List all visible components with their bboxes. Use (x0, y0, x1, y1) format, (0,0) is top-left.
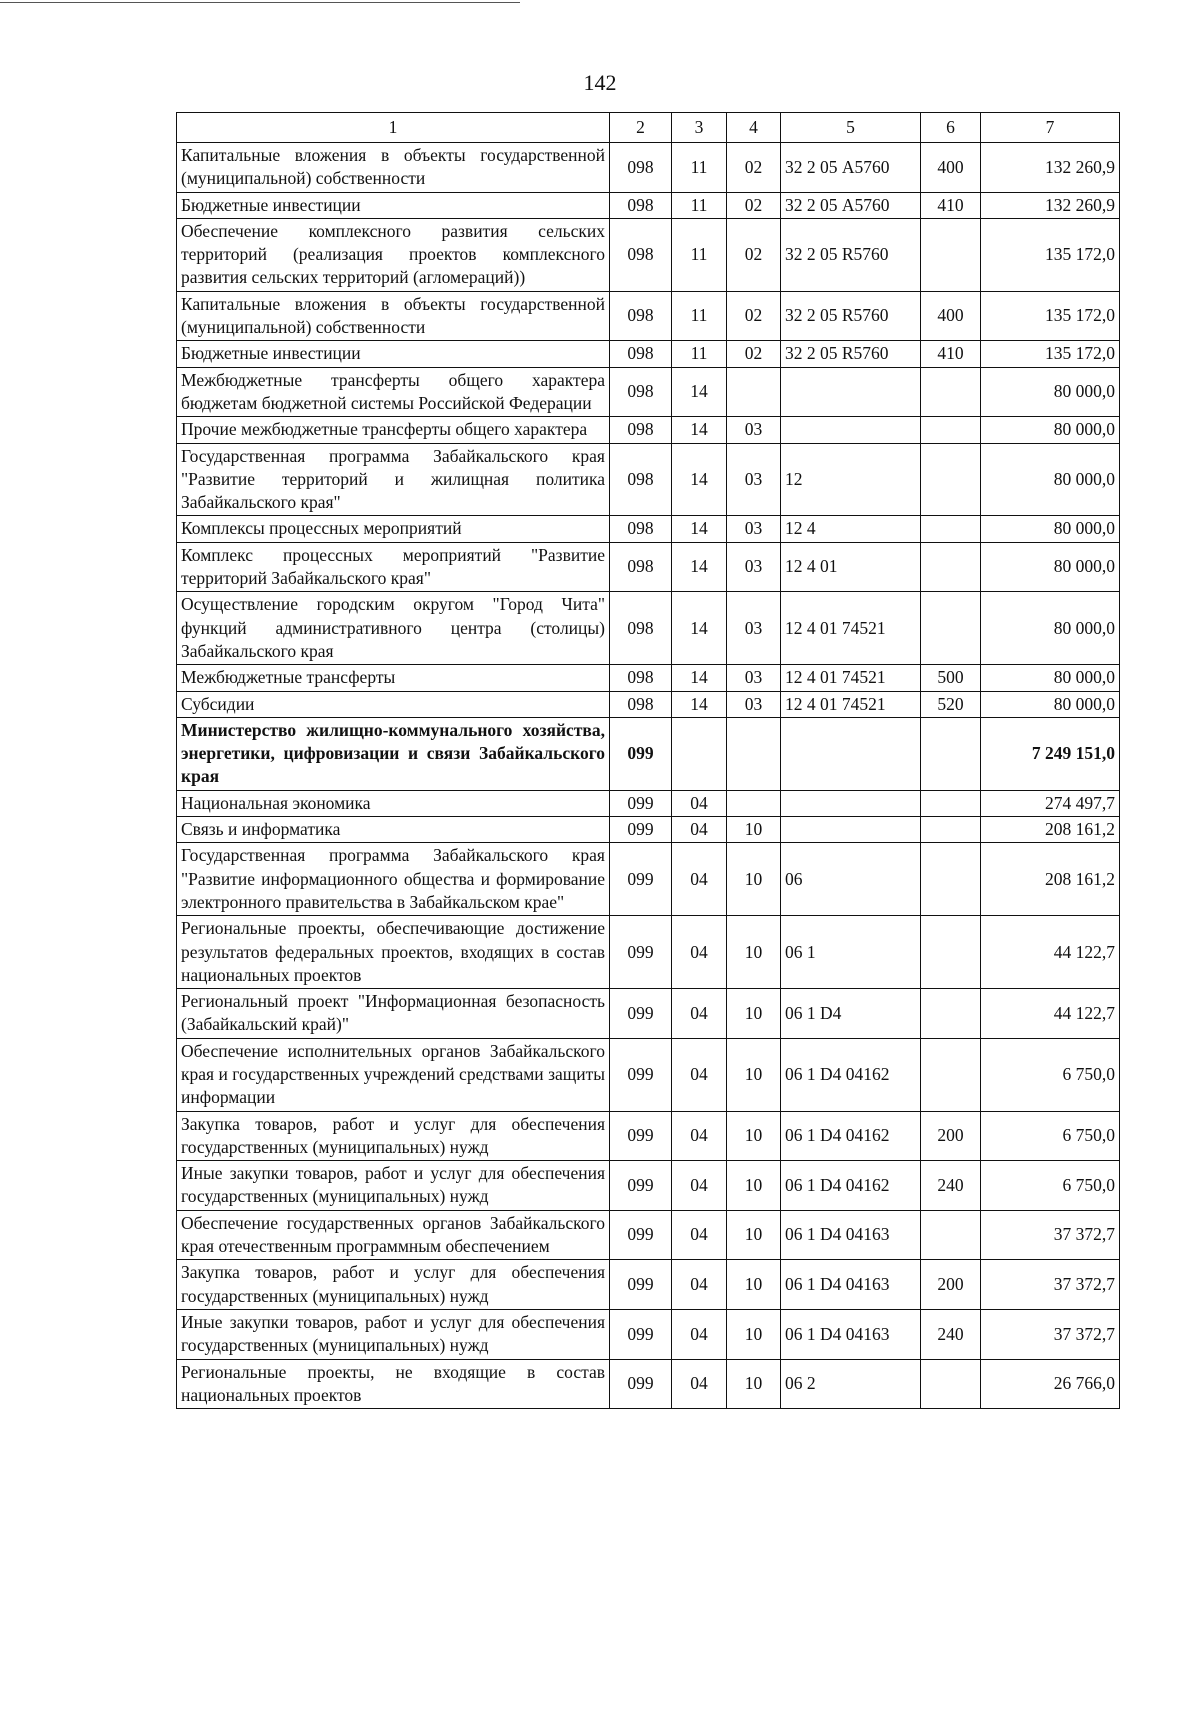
section-cell: 14 (672, 665, 727, 691)
row-name-cell: Иные закупки товаров, работ и услуг для обеспечения государственных (муниципальных) нужд (177, 1161, 610, 1211)
subsection-cell: 02 (727, 341, 781, 367)
row-name-cell: Прочие межбюджетные трансферты общего характера (177, 417, 610, 443)
target-article-cell: 06 1 D4 04163 (781, 1309, 921, 1359)
row-name-cell: Комплекс процессных мероприятий "Развитие территорий Забайкальского края" (177, 542, 610, 592)
table-row (177, 367, 1120, 417)
subsection-cell: 02 (727, 143, 781, 193)
amount-cell: 37 372,7 (981, 1210, 1120, 1260)
expense-type-cell (921, 443, 981, 516)
target-article-cell: 06 1 D4 04162 (781, 1111, 921, 1161)
ministry-code-cell: 099 (610, 1210, 672, 1260)
table-row (177, 143, 1120, 193)
table-row (177, 542, 1120, 592)
section-cell: 14 (672, 691, 727, 717)
ministry-code-cell: 099 (610, 1038, 672, 1111)
section-cell: 14 (672, 367, 727, 417)
expense-type-cell: 200 (921, 1260, 981, 1310)
table-row (177, 1210, 1120, 1260)
expense-type-cell (921, 542, 981, 592)
ministry-code-cell: 098 (610, 592, 672, 665)
table-row (177, 417, 1120, 443)
section-cell: 04 (672, 790, 727, 816)
ministry-code-cell: 098 (610, 516, 672, 542)
section-cell: 04 (672, 1359, 727, 1409)
expense-type-cell: 400 (921, 291, 981, 341)
row-name-cell: Субсидии (177, 691, 610, 717)
table-row (177, 1038, 1120, 1111)
subsection-cell: 10 (727, 989, 781, 1039)
section-cell: 04 (672, 916, 727, 989)
target-article-cell: 06 1 D4 04162 (781, 1038, 921, 1111)
subsection-cell: 10 (727, 916, 781, 989)
section-cell: 14 (672, 516, 727, 542)
target-article-cell: 06 1 D4 04162 (781, 1161, 921, 1211)
expense-type-cell (921, 843, 981, 916)
expense-type-cell (921, 1210, 981, 1260)
amount-cell: 80 000,0 (981, 691, 1120, 717)
section-cell: 11 (672, 341, 727, 367)
ministry-code-cell: 098 (610, 218, 672, 291)
table-row (177, 1359, 1120, 1409)
ministry-code-cell: 099 (610, 1111, 672, 1161)
target-article-cell (781, 717, 921, 790)
row-name-cell: Межбюджетные трансферты (177, 665, 610, 691)
ministry-code-cell: 098 (610, 691, 672, 717)
section-cell: 04 (672, 843, 727, 916)
expense-type-cell: 400 (921, 143, 981, 193)
target-article-cell: 06 1 D4 04163 (781, 1260, 921, 1310)
row-name-cell: Региональные проекты, не входящие в состав национальных проектов (177, 1359, 610, 1409)
target-article-cell: 12 (781, 443, 921, 516)
section-cell: 04 (672, 817, 727, 843)
amount-cell: 7 249 151,0 (981, 717, 1120, 790)
ministry-code-cell: 099 (610, 1359, 672, 1409)
amount-cell: 208 161,2 (981, 817, 1120, 843)
target-article-cell (781, 417, 921, 443)
ministry-code-cell: 099 (610, 843, 672, 916)
row-name-cell: Обеспечение государственных органов Забайкальского края отечественным программным обеспечением (177, 1210, 610, 1260)
target-article-cell: 32 2 05 R5760 (781, 218, 921, 291)
ministry-code-cell: 098 (610, 192, 672, 218)
target-article-cell: 12 4 01 (781, 542, 921, 592)
expense-type-cell (921, 417, 981, 443)
header-cell-3: 3 (672, 113, 727, 143)
table-row (177, 443, 1120, 516)
ministry-code-cell: 098 (610, 341, 672, 367)
section-cell: 04 (672, 1210, 727, 1260)
row-name-cell: Бюджетные инвестиции (177, 192, 610, 218)
table-row (177, 341, 1120, 367)
page-number: 142 (583, 70, 617, 95)
table-row (177, 592, 1120, 665)
target-article-cell: 06 2 (781, 1359, 921, 1409)
amount-cell: 80 000,0 (981, 665, 1120, 691)
table-row (177, 843, 1120, 916)
row-name-cell: Бюджетные инвестиции (177, 341, 610, 367)
target-article-cell: 12 4 01 74521 (781, 665, 921, 691)
header-cell-7: 7 (981, 113, 1120, 143)
table-row (177, 916, 1120, 989)
row-name-cell: Обеспечение комплексного развития сельских территорий (реализация проектов комплексного развития сельских территорий (агломераций)) (177, 218, 610, 291)
subsection-cell: 03 (727, 516, 781, 542)
subsection-cell: 02 (727, 291, 781, 341)
amount-cell: 37 372,7 (981, 1260, 1120, 1310)
section-cell: 11 (672, 192, 727, 218)
expense-type-cell (921, 717, 981, 790)
section-cell: 11 (672, 291, 727, 341)
target-article-cell: 32 2 05 R5760 (781, 341, 921, 367)
section-cell: 04 (672, 1161, 727, 1211)
expense-type-cell: 200 (921, 1111, 981, 1161)
expense-type-cell (921, 1359, 981, 1409)
expense-type-cell (921, 790, 981, 816)
amount-cell: 80 000,0 (981, 516, 1120, 542)
subsection-cell: 03 (727, 417, 781, 443)
row-name-cell: Государственная программа Забайкальского края "Развитие информационного общества и формирование электронного правительства в Забайкальском крае" (177, 843, 610, 916)
ministry-code-cell: 099 (610, 1260, 672, 1310)
amount-cell: 132 260,9 (981, 192, 1120, 218)
row-name-cell: Обеспечение исполнительных органов Забайкальского края и государственных учреждений средствами защиты информации (177, 1038, 610, 1111)
target-article-cell: 32 2 05 А5760 (781, 192, 921, 218)
amount-cell: 80 000,0 (981, 367, 1120, 417)
amount-cell: 208 161,2 (981, 843, 1120, 916)
subsection-cell: 10 (727, 1161, 781, 1211)
ministry-code-cell: 098 (610, 143, 672, 193)
row-name-cell: Закупка товаров, работ и услуг для обеспечения государственных (муниципальных) нужд (177, 1111, 610, 1161)
table-row (177, 691, 1120, 717)
amount-cell: 80 000,0 (981, 542, 1120, 592)
scan-edge-line (0, 2, 520, 3)
amount-cell: 80 000,0 (981, 417, 1120, 443)
ministry-code-cell: 099 (610, 817, 672, 843)
subsection-cell: 03 (727, 665, 781, 691)
subsection-cell: 02 (727, 192, 781, 218)
expense-type-cell: 500 (921, 665, 981, 691)
subsection-cell: 03 (727, 443, 781, 516)
row-name-cell: Связь и информатика (177, 817, 610, 843)
subsection-cell (727, 367, 781, 417)
expense-type-cell (921, 516, 981, 542)
amount-cell: 135 172,0 (981, 341, 1120, 367)
section-cell: 04 (672, 989, 727, 1039)
budget-table (176, 112, 1120, 1409)
ministry-code-cell: 098 (610, 417, 672, 443)
target-article-cell: 32 2 05 R5760 (781, 291, 921, 341)
ministry-code-cell: 099 (610, 916, 672, 989)
row-name-cell: Министерство жилищно-коммунального хозяйства, энергетики, цифровизации и связи Забайкальского края (177, 717, 610, 790)
table-row (177, 1309, 1120, 1359)
subsection-cell: 10 (727, 843, 781, 916)
table-row (177, 665, 1120, 691)
row-name-cell: Межбюджетные трансферты общего характера бюджетам бюджетной системы Российской Федерации (177, 367, 610, 417)
table-row (177, 717, 1120, 790)
amount-cell: 135 172,0 (981, 291, 1120, 341)
target-article-cell: 06 (781, 843, 921, 916)
amount-cell: 44 122,7 (981, 989, 1120, 1039)
expense-type-cell: 240 (921, 1309, 981, 1359)
table-row (177, 516, 1120, 542)
ministry-code-cell: 099 (610, 1309, 672, 1359)
expense-type-cell (921, 817, 981, 843)
section-cell: 11 (672, 143, 727, 193)
ministry-code-cell: 099 (610, 989, 672, 1039)
ministry-code-cell: 099 (610, 717, 672, 790)
row-name-cell: Региональные проекты, обеспечивающие достижение результатов федеральных проектов, входящих в состав национальных проектов (177, 916, 610, 989)
target-article-cell: 12 4 01 74521 (781, 691, 921, 717)
header-cell-1: 1 (177, 113, 610, 143)
ministry-code-cell: 099 (610, 790, 672, 816)
table-row (177, 989, 1120, 1039)
section-cell: 14 (672, 417, 727, 443)
amount-cell: 44 122,7 (981, 916, 1120, 989)
header-cell-5: 5 (781, 113, 921, 143)
amount-cell: 37 372,7 (981, 1309, 1120, 1359)
row-name-cell: Комплексы процессных мероприятий (177, 516, 610, 542)
amount-cell: 80 000,0 (981, 443, 1120, 516)
row-name-cell: Капитальные вложения в объекты государственной (муниципальной) собственности (177, 143, 610, 193)
expense-type-cell (921, 592, 981, 665)
expense-type-cell: 410 (921, 341, 981, 367)
expense-type-cell (921, 989, 981, 1039)
target-article-cell: 06 1 D4 04163 (781, 1210, 921, 1260)
ministry-code-cell: 099 (610, 1161, 672, 1211)
expense-type-cell: 240 (921, 1161, 981, 1211)
subsection-cell: 03 (727, 592, 781, 665)
amount-cell: 6 750,0 (981, 1161, 1120, 1211)
expense-type-cell (921, 218, 981, 291)
section-cell: 04 (672, 1309, 727, 1359)
amount-cell: 80 000,0 (981, 592, 1120, 665)
expense-type-cell (921, 916, 981, 989)
section-cell (672, 717, 727, 790)
ministry-code-cell: 098 (610, 443, 672, 516)
subsection-cell (727, 717, 781, 790)
subsection-cell: 10 (727, 1359, 781, 1409)
expense-type-cell (921, 367, 981, 417)
amount-cell: 6 750,0 (981, 1038, 1120, 1111)
table-row (177, 218, 1120, 291)
subsection-cell: 03 (727, 542, 781, 592)
subsection-cell: 10 (727, 1260, 781, 1310)
section-cell: 14 (672, 443, 727, 516)
ministry-code-cell: 098 (610, 665, 672, 691)
target-article-cell: 32 2 05 А5760 (781, 143, 921, 193)
row-name-cell: Капитальные вложения в объекты государственной (муниципальной) собственности (177, 291, 610, 341)
target-article-cell (781, 367, 921, 417)
amount-cell: 26 766,0 (981, 1359, 1120, 1409)
header-cell-4: 4 (727, 113, 781, 143)
expense-type-cell: 520 (921, 691, 981, 717)
target-article-cell: 06 1 (781, 916, 921, 989)
section-cell: 11 (672, 218, 727, 291)
target-article-cell (781, 790, 921, 816)
amount-cell: 6 750,0 (981, 1111, 1120, 1161)
row-name-cell: Национальная экономика (177, 790, 610, 816)
ministry-code-cell: 098 (610, 367, 672, 417)
table-row (177, 291, 1120, 341)
target-article-cell (781, 817, 921, 843)
amount-cell: 135 172,0 (981, 218, 1120, 291)
table-row (177, 1260, 1120, 1310)
section-cell: 14 (672, 542, 727, 592)
section-cell: 04 (672, 1111, 727, 1161)
amount-cell: 274 497,7 (981, 790, 1120, 816)
row-name-cell: Региональный проект "Информационная безопасность (Забайкальский край)" (177, 989, 610, 1039)
table-row (177, 790, 1120, 816)
table-row (177, 1111, 1120, 1161)
ministry-code-cell: 098 (610, 291, 672, 341)
expense-type-cell (921, 1038, 981, 1111)
subsection-cell: 10 (727, 1111, 781, 1161)
table-row (177, 192, 1120, 218)
section-cell: 04 (672, 1260, 727, 1310)
subsection-cell: 10 (727, 1038, 781, 1111)
subsection-cell: 10 (727, 817, 781, 843)
target-article-cell: 12 4 01 74521 (781, 592, 921, 665)
subsection-cell: 10 (727, 1210, 781, 1260)
target-article-cell: 06 1 D4 (781, 989, 921, 1039)
row-name-cell: Осуществление городским округом "Город Чита" функций административного центра (столицы) Забайкальского края (177, 592, 610, 665)
section-cell: 14 (672, 592, 727, 665)
ministry-code-cell: 098 (610, 542, 672, 592)
header-row (177, 113, 1120, 143)
subsection-cell: 03 (727, 691, 781, 717)
row-name-cell: Государственная программа Забайкальского края "Развитие территорий и жилищная политика Забайкальского края" (177, 443, 610, 516)
expense-type-cell: 410 (921, 192, 981, 218)
subsection-cell (727, 790, 781, 816)
row-name-cell: Иные закупки товаров, работ и услуг для обеспечения государственных (муниципальных) нужд (177, 1309, 610, 1359)
row-name-cell: Закупка товаров, работ и услуг для обеспечения государственных (муниципальных) нужд (177, 1260, 610, 1310)
header-cell-6: 6 (921, 113, 981, 143)
header-cell-2: 2 (610, 113, 672, 143)
subsection-cell: 02 (727, 218, 781, 291)
table-row (177, 1161, 1120, 1211)
table-row (177, 817, 1120, 843)
target-article-cell: 12 4 (781, 516, 921, 542)
section-cell: 04 (672, 1038, 727, 1111)
subsection-cell: 10 (727, 1309, 781, 1359)
amount-cell: 132 260,9 (981, 143, 1120, 193)
